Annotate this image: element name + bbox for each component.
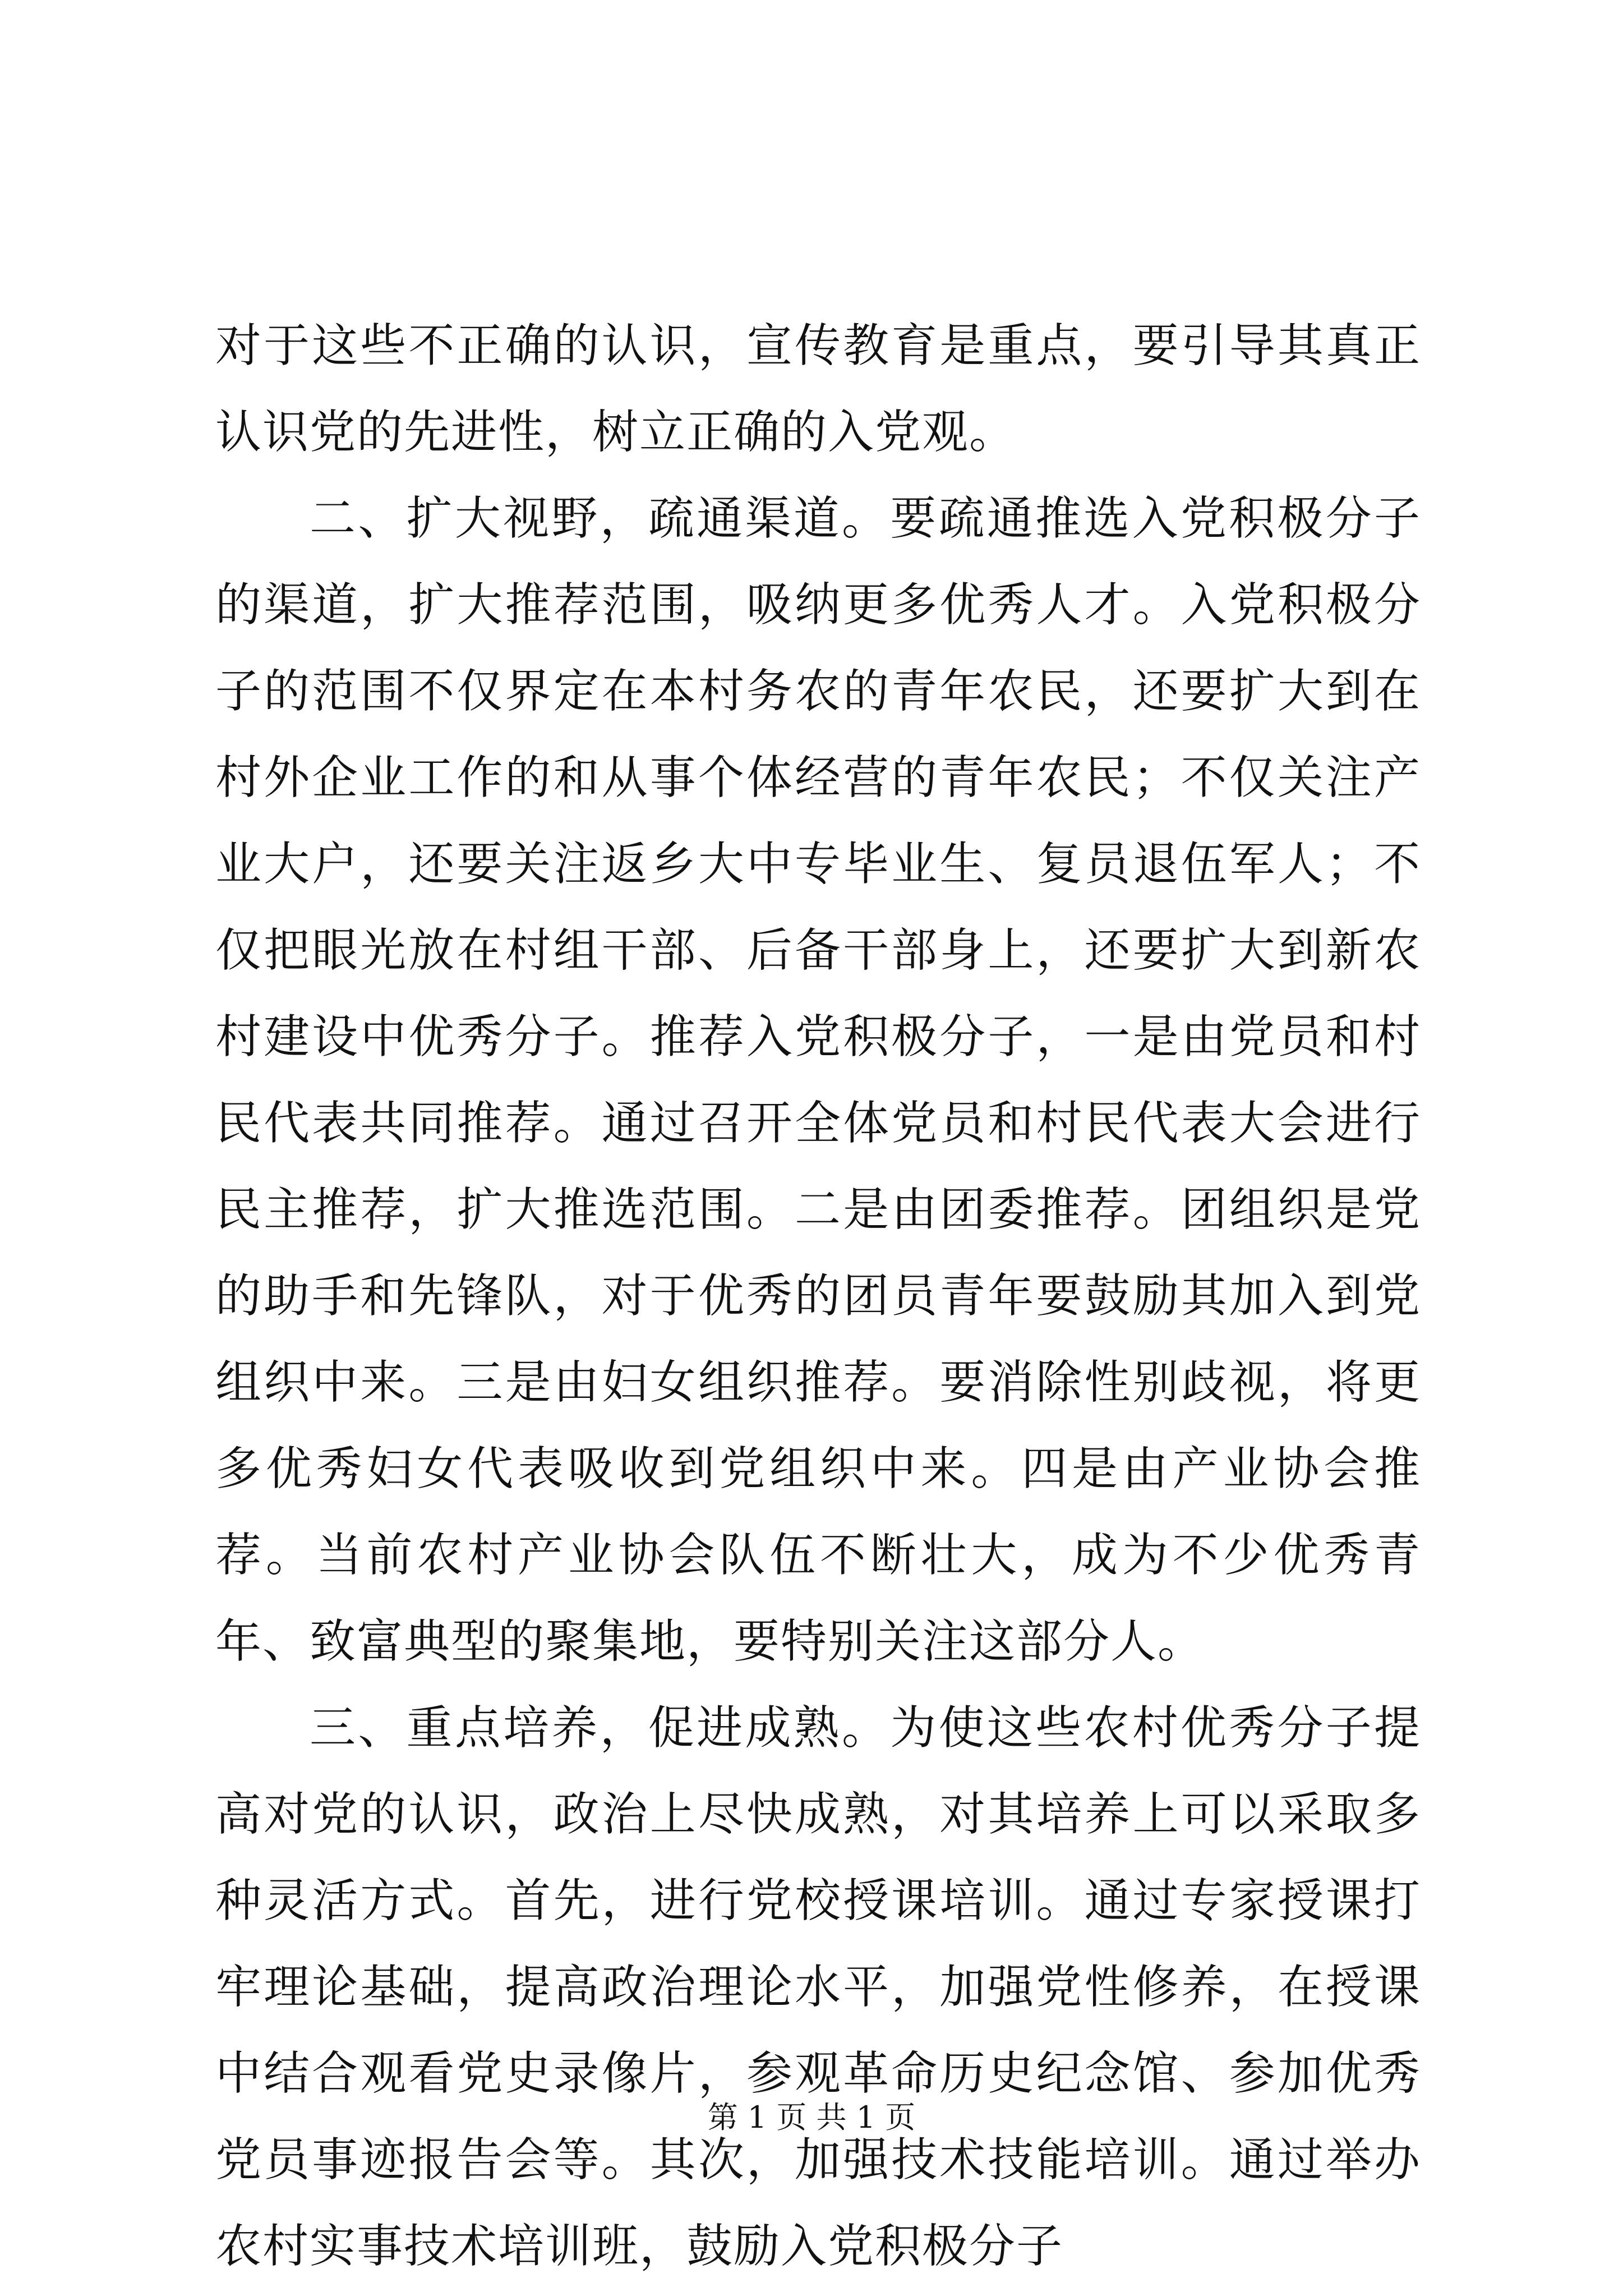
- paragraph-section-three: 三、重点培养，促进成熟。为使这些农村优秀分子提高对党的认识，政治上尽快成熟，对其培养上可以采取多种灵活方式。首先，进行党校授课培训。通过专家授课打牢理论基础，提高政治理论水平，加强党性修养，在授课中结合观看党史录像片，参观革命历史纪念馆、参加优秀党员事迹报告会等。其次，加强技术技能培训。通过举办农村实事技术培训班，鼓励入党积极分子: [215, 1701, 1421, 2273]
- paragraph-section-two: 二、扩大视野，疏通渠道。要疏通推选入党积极分子的渠道，扩大推荐范围，吸纳更多优秀人才。入党积极分子的范围不仅界定在本村务农的青年农民，还要扩大到在村外企业工作的和从事个体经营的青年农民；不仅关注产业大户，还要关注返乡大中专毕业生、复员退伍军人；不仅把眼光放在村组干部、后备干部身上，还要扩大到新农村建设中优秀分子。推荐入党积极分子，一是由党员和村民代表共同推荐。通过召开全体党员和村民代表大会进行民主推荐，扩大推选范围。二是由团委推荐。团组织是党的助手和先锋队，对于优秀的团员青年要鼓励其加入到党组织中来。三是由妇女组织推荐。要消除性别歧视，将更多优秀妇女代表吸收到党组织中来。四是由产业协会推荐。当前农村产业协会队伍不断壮大，成为不少优秀青年、致富典型的聚集地，要特别关注这部分人。: [215, 492, 1421, 1668]
- paragraph-continuation: 对于这些不正确的认识，宣传教育是重点，要引导其真正认识党的先进性，树立正确的入党观。: [215, 319, 1421, 459]
- page-footer: 第 1 页 共 1 页: [707, 2100, 916, 2135]
- document-body: [215, 303, 1421, 2290]
